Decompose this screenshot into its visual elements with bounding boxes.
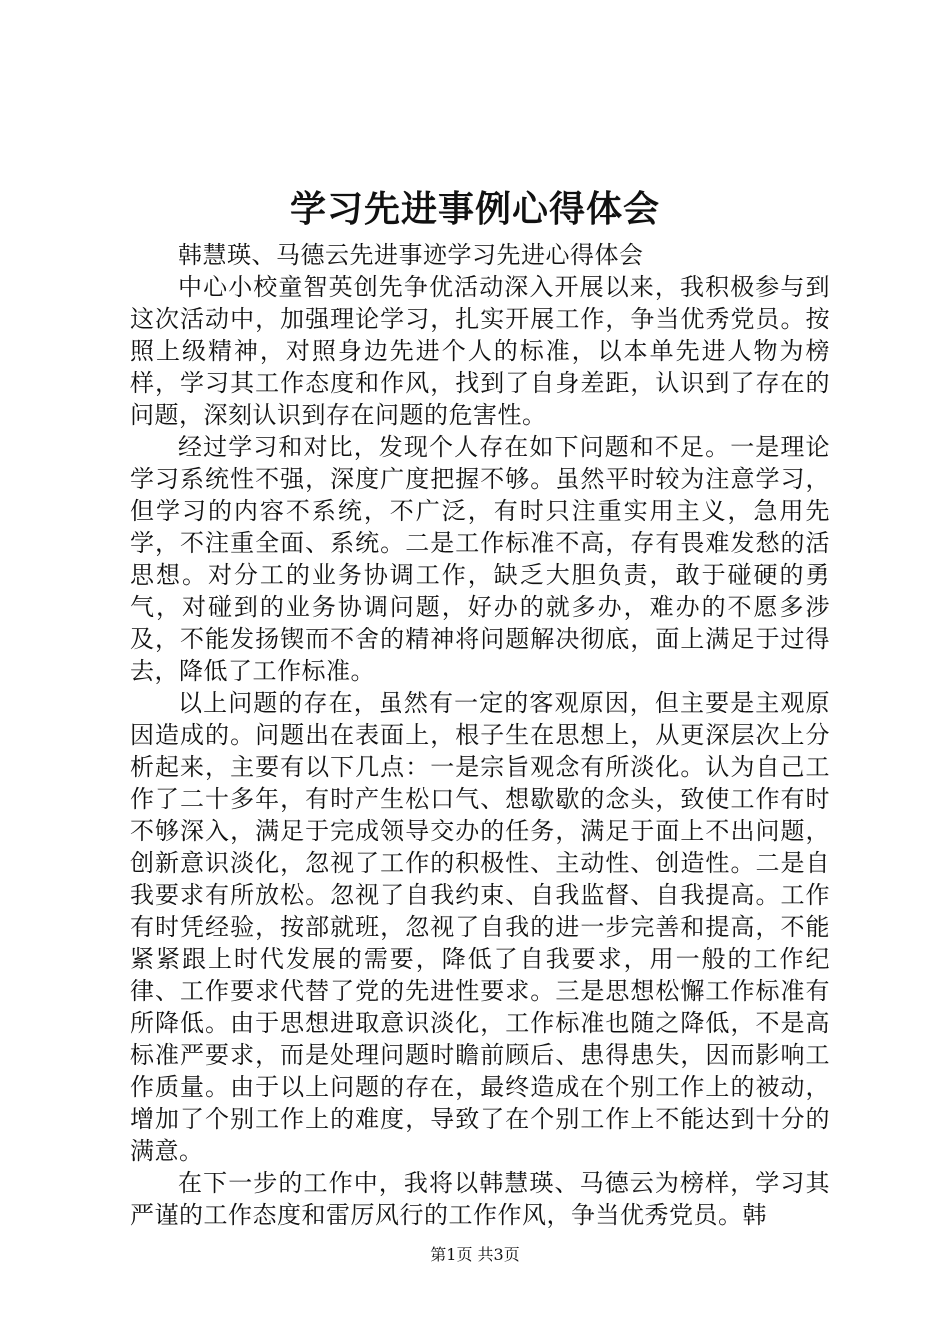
body-paragraph: 中心小校童智英创先争优活动深入开展以来，我积极参与到这次活动中，加强理论学习，扎实开展工作，争当优秀党员。按照上级精神，对照身边先进个人的标准，以本单先进人物为榜样，学习其工作态度和作风，找到了自身差距，认识到了存在的问题，深刻认识到存在问题的危害性。: [130, 273, 830, 429]
page-number: 第1页 共3页: [430, 1245, 520, 1264]
document-body: [130, 239, 830, 1231]
body-paragraph: 在下一步的工作中，我将以韩慧瑛、马德云为榜样，学习其严谨的工作态度和雷厉风行的工作作风，争当优秀党员。韩: [130, 1169, 830, 1229]
body-paragraph: 经过学习和对比，发现个人存在如下问题和不足。一是理论学习系统性不强，深度广度把握不够。虽然平时较为注意学习，但学习的内容不系统，不广泛，有时只注重实用主义，急用先学，不注重全面、系统。二是工作标准不高，存有畏难发愁的活思想。对分工的业务协调工作，缺乏大胆负责，敢于碰硬的勇气，对碰到的业务协调问题，好办的就多办，难办的不愿多涉及，不能发扬锲而不舍的精神将问题解决彻底，面上满足于过得去，降低了工作标准。: [130, 433, 830, 685]
body-paragraph: 以上问题的存在，虽然有一定的客观原因，但主要是主观原因造成的。问题出在表面上，根子生在思想上，从更深层次上分析起来，主要有以下几点：一是宗旨观念有所淡化。认为自己工作了二十多年，有时产生松口气、想歇歇的念头，致使工作有时不够深入，满足于完成领导交办的任务，满足于面上不出问题，创新意识淡化，忽视了工作的积极性、主动性、创造性。二是自我要求有所放松。忽视了自我约束、自我监督、自我提高。工作有时凭经验，按部就班，忽视了自我的进一步完善和提高，不能紧紧跟上时代发展的需要，降低了自我要求，用一般的工作纪律、工作要求代替了党的先进性要求。三是思想松懈工作标准有所降低。由于思想进取意识淡化，工作标准也随之降低，不是高标准严要求，而是处理问题时瞻前顾后、患得患失，因而影响工作质量。由于以上问题的存在，最终造成在个别工作上的被动，增加了个别工作上的难度，导致了在个别工作上不能达到十分的满意。: [130, 689, 830, 1165]
document-title: 学习先进事例心得体会: [289, 188, 660, 230]
subtitle-paragraph: 韩慧瑛、马德云先进事迹学习先进心得体会: [178, 241, 644, 269]
